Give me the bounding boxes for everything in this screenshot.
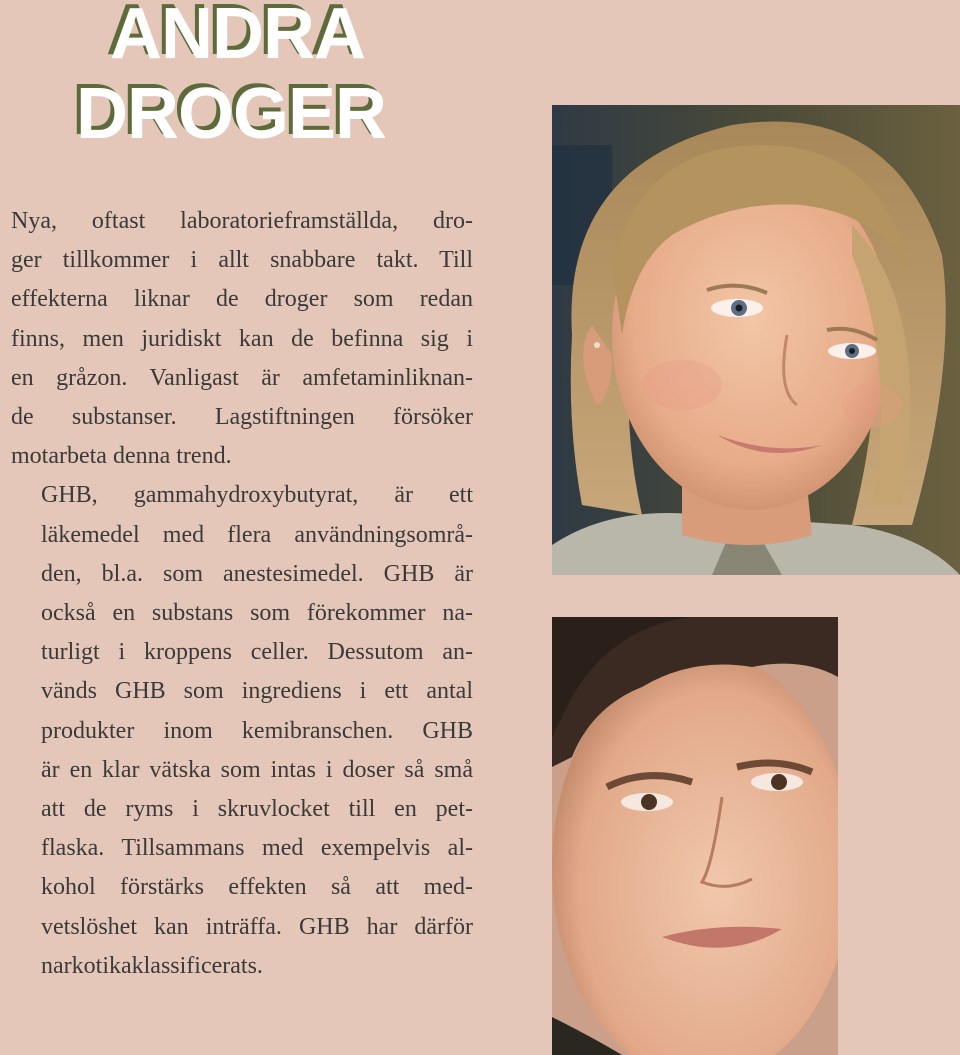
text-line: också en substans som förekommer na- bbox=[41, 600, 473, 627]
text-line: vänds GHB som ingrediens i ett antal bbox=[41, 678, 473, 705]
text-line: flaska. Tillsammans med exempelvis al- bbox=[41, 835, 473, 862]
text-line: de substanser. Lagstiftningen försöker bbox=[11, 404, 473, 431]
text-line: GHB, gammahydroxybutyrat, är ett bbox=[41, 482, 473, 509]
text-line: motarbeta denna trend. bbox=[11, 443, 232, 470]
boy-portrait-photo bbox=[552, 617, 838, 1055]
paragraph-ghb bbox=[11, 476, 473, 986]
page-title bbox=[76, 0, 386, 154]
text-line: läkemedel med flera användningsområ- bbox=[41, 521, 473, 548]
girl-portrait-photo bbox=[552, 105, 960, 575]
text-line: ger tillkommer i allt snabbare takt. Till bbox=[11, 247, 473, 274]
title-line-1: ANDRA bbox=[110, 0, 365, 74]
text-line: Nya, oftast laboratorieframställda, dro- bbox=[11, 208, 473, 234]
text-line: effekterna liknar de droger som redan bbox=[11, 286, 473, 313]
text-line: narkotikaklassificerats. bbox=[41, 952, 263, 979]
paragraph-new-drugs bbox=[11, 202, 473, 476]
text-line: produkter inom kemibranschen. GHB bbox=[41, 717, 473, 744]
title-line-2: DROGER bbox=[76, 74, 387, 154]
text-line: turligt i kroppens celler. Dessutom an- bbox=[41, 639, 473, 666]
text-line: kohol förstärks effekten så att med- bbox=[41, 874, 473, 901]
text-line: att de ryms i skruvlocket till en pet- bbox=[41, 796, 473, 823]
text-line: vetslöshet kan inträffa. GHB har därför bbox=[41, 913, 473, 940]
text-line: en gråzon. Vanligast är amfetaminliknan- bbox=[11, 364, 473, 391]
text-line: är en klar vätska som intas i doser så små bbox=[41, 756, 473, 783]
text-line: den, bl.a. som anestesimedel. GHB är bbox=[41, 560, 473, 587]
text-line: finns, men juridiskt kan de befinna sig i bbox=[11, 325, 473, 352]
article-body bbox=[11, 202, 473, 986]
